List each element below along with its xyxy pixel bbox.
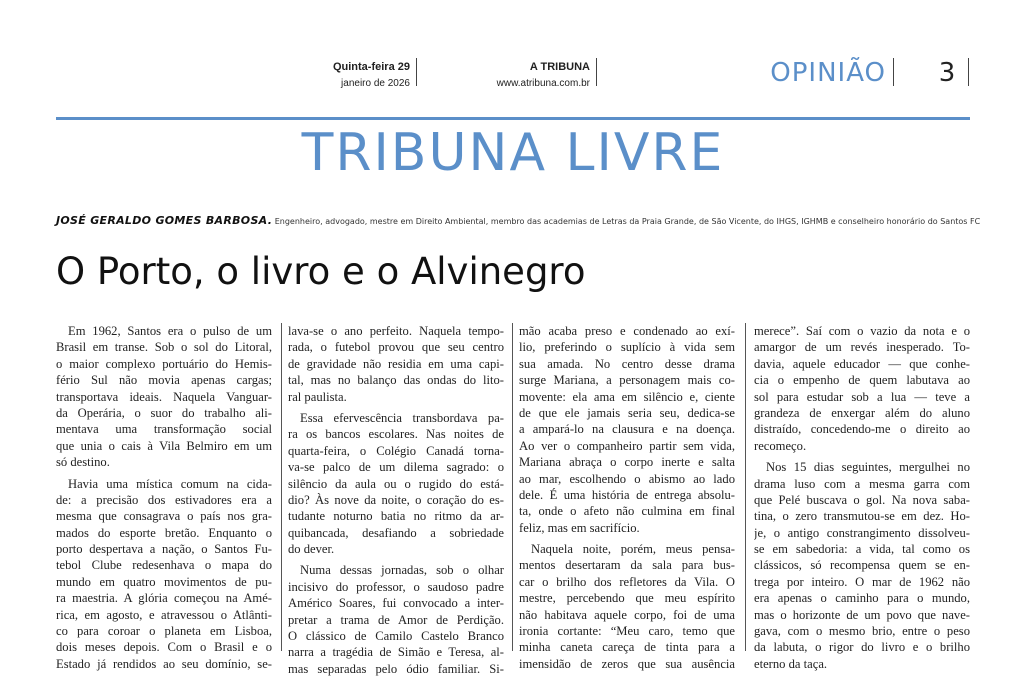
text-line: distraído, concedendo-me o direito ao <box>754 422 970 437</box>
text-line: se em sabedoria: a vida, tal como os <box>754 542 970 557</box>
text-line: não habitava aquele corpo, foi de uma <box>519 607 735 622</box>
text-line: quibancada, desafiando a sobriedade <box>288 525 504 540</box>
masthead-title: TRIBUNA LIVRE <box>301 123 725 183</box>
text-line: clássicos, só recompensa quem se en- <box>754 558 970 573</box>
text-line: drama luso com a mesma garra com <box>754 476 970 491</box>
text-line: ral paulista. <box>288 389 347 404</box>
text-line: Brasil em transe. Sob o sol do Litoral, <box>56 340 272 355</box>
text-line: eterno da taça. <box>754 656 828 671</box>
header-divider <box>596 58 597 86</box>
text-line: mas o horizonte de um povo que nave- <box>754 607 970 622</box>
text-line: que Pelé buscava o gol. Na nova saba- <box>754 492 970 507</box>
text-line: tina, o zero transmutou-se em dez. Ho- <box>754 509 970 524</box>
text-line: mestre, percebendo que meu espírito <box>519 591 735 606</box>
article-column-4 <box>754 323 970 672</box>
text-line: mas separadas pelo ódio familiar. Si- <box>288 661 504 676</box>
text-line: mados do esporte bretão. Enquanto o <box>56 525 272 540</box>
section-label: OPINIÃO <box>770 58 886 88</box>
text-line: Ao ver o companheiro partir sem vida, <box>519 438 735 453</box>
text-line: da Operária, o suor do trabalho ali- <box>56 405 272 420</box>
text-line: trega por inteiro. O mar de 1962 não <box>754 574 970 589</box>
text-line: tudante noturno batia no ritmo da ar- <box>288 509 504 524</box>
text-line: Em 1962, Santos era o pulso de um <box>68 324 272 338</box>
text-line: mentava uma transformação social <box>56 422 272 437</box>
text-line: rica, em agosto, e atravessou o Atlânti- <box>56 607 272 622</box>
text-line: amargor de um revés inesperado. To- <box>754 340 970 355</box>
text-line: narra a tragédia de Simão e Teresa, al- <box>288 645 504 660</box>
author-bio: Engenheiro, advogado, mestre em Direito Ambiental, membro das academias de Letras da Praia Grande, de São Vicente, do IHGS, IGHMB e conselheiro honorário do Santos FC <box>274 217 981 226</box>
text-line: gava, com o mesmo brio, entre o peso <box>754 624 970 639</box>
text-line: transportava ideais. Naquela Vanguar- <box>56 389 272 404</box>
text-line: rada, o futebol provou que seu centro <box>288 340 504 355</box>
text-line: dele. É uma história de entrega absolu- <box>519 487 735 502</box>
newspaper-website: www.atribuna.com.br <box>496 78 590 89</box>
text-line: imensidão de zeros que sua ausência <box>519 656 735 671</box>
text-line: quarta-feira, o Colégio Canadá torna- <box>288 443 504 458</box>
text-line: sua amada. No centro desse drama <box>519 356 735 371</box>
text-line: car o brilho dos refletores da Vila. O <box>519 574 735 589</box>
header-divider <box>893 58 894 86</box>
newspaper-name: A TRIBUNA <box>529 61 590 73</box>
page-number: 3 <box>938 58 956 88</box>
column-divider <box>512 323 513 651</box>
text-line: sol para estudar sob a lua — teve a <box>754 389 970 404</box>
header-divider <box>968 58 969 86</box>
text-line: de gravidade não residia em uma capi- <box>288 356 504 371</box>
text-line: silêncio da aula ou o rugido do está- <box>288 476 504 491</box>
text-line: da labuta, o rigor do livro e o brilho <box>754 640 970 655</box>
text-line: lio, preferindo o suplício à vida sem <box>519 340 735 355</box>
text-line: Nos 15 dias seguintes, mergulhei no <box>766 460 970 475</box>
text-line: mundo em quatro movimentos de pu- <box>56 574 272 589</box>
text-line: que unia o cais à Vila Belmiro em um <box>56 438 272 453</box>
text-line: do dever. <box>288 542 335 557</box>
text-line: va-se palco de um dilema sagrado: o <box>288 460 504 475</box>
text-line: dio? Às nove da noite, o coração do es- <box>288 492 504 507</box>
author-name: JOSÉ GERALDO GOMES BARBOSA. <box>56 214 273 227</box>
text-line: tal, mas no balanço das ondas do lito- <box>288 373 504 388</box>
column-divider <box>745 323 746 651</box>
text-line: era apenas o caminho para o mundo, <box>754 591 970 606</box>
text-line: Numa dessas jornadas, sob o olhar <box>300 563 504 578</box>
text-line: Américo Soares, fui convocado a inter- <box>288 596 504 611</box>
text-line: Naquela noite, porém, meus pensa- <box>531 542 735 557</box>
article-column-2 <box>288 323 504 677</box>
article-column-3 <box>519 323 735 672</box>
text-line: o maior complexo portuário do Hemis- <box>56 356 272 371</box>
newspaper-info <box>470 60 590 91</box>
text-line: fério Sul não movia apenas cargas; <box>56 373 272 388</box>
text-line: Havia uma mística comum na cida- <box>68 476 272 491</box>
text-line: surge Mariana, a personagem mais co- <box>519 373 735 388</box>
text-line: davia, aquele educador — que conhe- <box>754 356 970 371</box>
text-line: Estado já rendidos ao seu domínio, se- <box>56 656 272 671</box>
text-line: incisivo do professor, o saudoso padre <box>288 579 504 594</box>
text-line: de que ele jamais seria seu, dedica-se <box>519 405 735 420</box>
text-line: de: a precisão dos estivadores era a <box>56 492 272 507</box>
text-line: só destino. <box>56 455 110 470</box>
text-line: merece”. Saí com o vazio da nota e o <box>754 324 970 338</box>
text-line: porto despertava a nação, o Santos Fu- <box>56 542 272 557</box>
text-line: O clássico de Camilo Castelo Branco <box>288 629 504 644</box>
text-line: mentos desertaram da sala para bus- <box>519 558 735 573</box>
column-divider <box>281 323 282 651</box>
text-line: ra maestria. A glória começou na Amé- <box>56 591 272 606</box>
text-line: tebol Clube redesenhava o mapa do <box>56 558 272 573</box>
byline <box>56 214 986 229</box>
text-line: dois meses depois. Com o Brasil e o <box>56 640 272 655</box>
text-line: ra os bancos escolares. Nas noites de <box>288 427 504 442</box>
text-line: mesma que consagrava o país nos gra- <box>56 509 272 524</box>
article-headline: O Porto, o livro e o Alvinegro <box>56 250 586 293</box>
edition-month-year: janeiro de 2026 <box>341 78 410 89</box>
text-line: Mariana abraça o corpo inerte e salta <box>519 455 735 470</box>
text-line: co para coroar o planeta em Lisboa, <box>56 624 272 639</box>
text-line: lava-se o ano perfeito. Naquela tempo- <box>288 324 504 338</box>
text-line: cia o empenho de quem labutava ao <box>754 373 970 388</box>
edition-day: Quinta-feira 29 <box>332 61 410 73</box>
text-line: pretar a trama de Amor de Perdição. <box>288 612 504 627</box>
header-divider <box>416 58 417 86</box>
text-line: recomeço. <box>754 438 807 453</box>
text-line: ironia cortante: “Meu caro, temo que <box>519 624 735 639</box>
text-line: feliz, mas em sacrifício. <box>519 520 640 535</box>
article-column-1 <box>56 323 272 672</box>
text-line: minha caneta careça de tinta para a <box>519 640 735 655</box>
text-line: ao mar, escolhendo o abismo ao lado <box>519 471 735 486</box>
text-line: movente: ela ama em silêncio e, ciente <box>519 389 735 404</box>
text-line: a ampará-lo na clausura e na doença. <box>519 422 735 437</box>
text-line: grandeza de enxergar além do aluno <box>754 405 970 420</box>
text-line: je, o antigo constrangimento dissolveu- <box>754 525 970 540</box>
text-line: Essa efervescência transbordava pa- <box>300 410 504 425</box>
text-line: ta, onde o afeto não culmina em final <box>519 504 735 519</box>
text-line: mão acaba preso e condenado ao exí- <box>519 324 735 338</box>
edition-date <box>298 60 410 91</box>
